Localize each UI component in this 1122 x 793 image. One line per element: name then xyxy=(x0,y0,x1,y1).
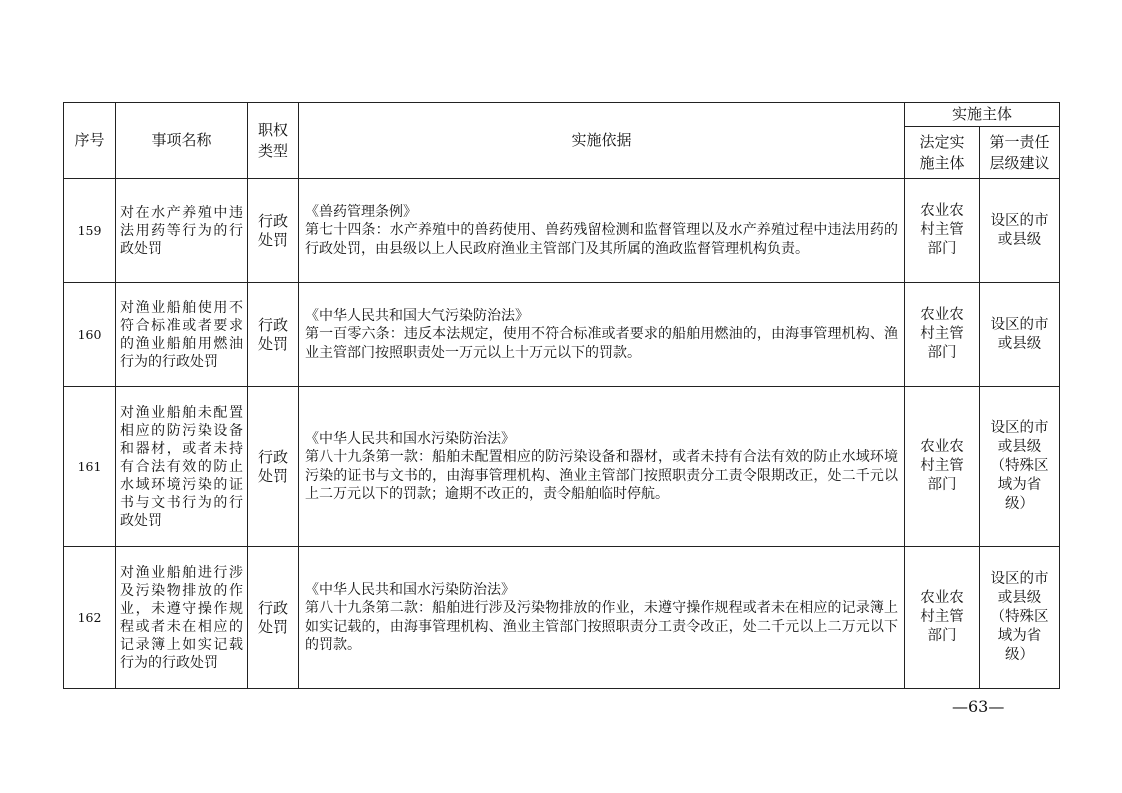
header-legal-subject: 法定实施主体 xyxy=(905,127,980,179)
page-number: —63— xyxy=(952,697,1005,716)
row-power-type: 行政处罚 xyxy=(248,547,299,689)
table-row xyxy=(64,547,1060,689)
row-seq: 162 xyxy=(64,547,116,689)
table-row xyxy=(64,387,1060,547)
row-basis xyxy=(299,387,905,547)
row-item-name: 对渔业船舶未配置相应的防污染设备和器材，或者未持有合法有效的防止水域环境污染的证书与文书行为的行政处罚 xyxy=(116,387,248,547)
row-seq: 160 xyxy=(64,283,116,387)
table-row xyxy=(64,283,1060,387)
law-article: 第一百零六条：违反本法规定，使用不符合标准或者要求的船舶用燃油的，由海事管理机构、渔业主管部门按照职责处一万元以上十万元以下的罚款。 xyxy=(305,326,898,361)
header-basis: 实施依据 xyxy=(299,103,905,179)
header-first-level: 第一责任层级建议 xyxy=(980,127,1060,179)
row-legal-subject: 农业农村主管部门 xyxy=(905,283,980,387)
law-title: 《兽药管理条例》 xyxy=(305,203,417,220)
law-title: 《中华人民共和国水污染防治法》 xyxy=(305,581,515,598)
header-subject-group: 实施主体 xyxy=(905,103,1060,127)
row-item-name: 对在水产养殖中违法用药等行为的行政处罚 xyxy=(116,179,248,283)
row-legal-subject: 农业农村主管部门 xyxy=(905,547,980,689)
law-title: 《中华人民共和国水污染防治法》 xyxy=(305,430,515,447)
row-power-type: 行政处罚 xyxy=(248,387,299,547)
row-basis xyxy=(299,547,905,689)
row-basis xyxy=(299,283,905,387)
row-item-name: 对渔业船舶进行涉及污染物排放的作业，未遵守操作规程或者未在相应的记录簿上如实记载行为的行政处罚 xyxy=(116,547,248,689)
table-row xyxy=(64,179,1060,283)
row-legal-subject: 农业农村主管部门 xyxy=(905,179,980,283)
row-seq: 161 xyxy=(64,387,116,547)
row-first-level: 设区的市或县级 xyxy=(980,283,1060,387)
law-article: 第八十九条第一款：船舶未配置相应的防污染设备和器材，或者未持有合法有效的防止水域环境污染的证书与文书的，由海事管理机构、渔业主管部门按照职责分工责令限期改正，处二千元以上二万元以下的罚款；逾期不改正的，责令船舶临时停航。 xyxy=(305,449,898,502)
header-name: 事项名称 xyxy=(116,103,248,179)
law-article: 第八十九条第二款：船舶进行涉及污染物排放的作业，未遵守操作规程或者未在相应的记录簿上如实记载的，由海事管理机构、渔业主管部门按照职责分工责令改正，处二千元以上二万元以下的罚款。 xyxy=(305,600,898,653)
row-power-type: 行政处罚 xyxy=(248,283,299,387)
row-first-level: 设区的市或县级（特殊区域为省级） xyxy=(980,387,1060,547)
row-power-type: 行政处罚 xyxy=(248,179,299,283)
row-basis xyxy=(299,179,905,283)
row-legal-subject: 农业农村主管部门 xyxy=(905,387,980,547)
header-type: 职权类型 xyxy=(248,103,299,179)
row-seq: 159 xyxy=(64,179,116,283)
law-article: 第七十四条：水产养殖中的兽药使用、兽药残留检测和监督管理以及水产养殖过程中违法用药的行政处罚，由县级以上人民政府渔业主管部门及其所属的渔政监督管理机构负责。 xyxy=(305,222,898,257)
row-item-name: 对渔业船舶使用不符合标准或者要求的渔业船舶用燃油行为的行政处罚 xyxy=(116,283,248,387)
row-first-level: 设区的市或县级 xyxy=(980,179,1060,283)
law-title: 《中华人民共和国大气污染防治法》 xyxy=(305,307,529,324)
row-first-level: 设区的市或县级（特殊区域为省级） xyxy=(980,547,1060,689)
header-seq: 序号 xyxy=(64,103,116,179)
items-table xyxy=(63,102,1060,689)
